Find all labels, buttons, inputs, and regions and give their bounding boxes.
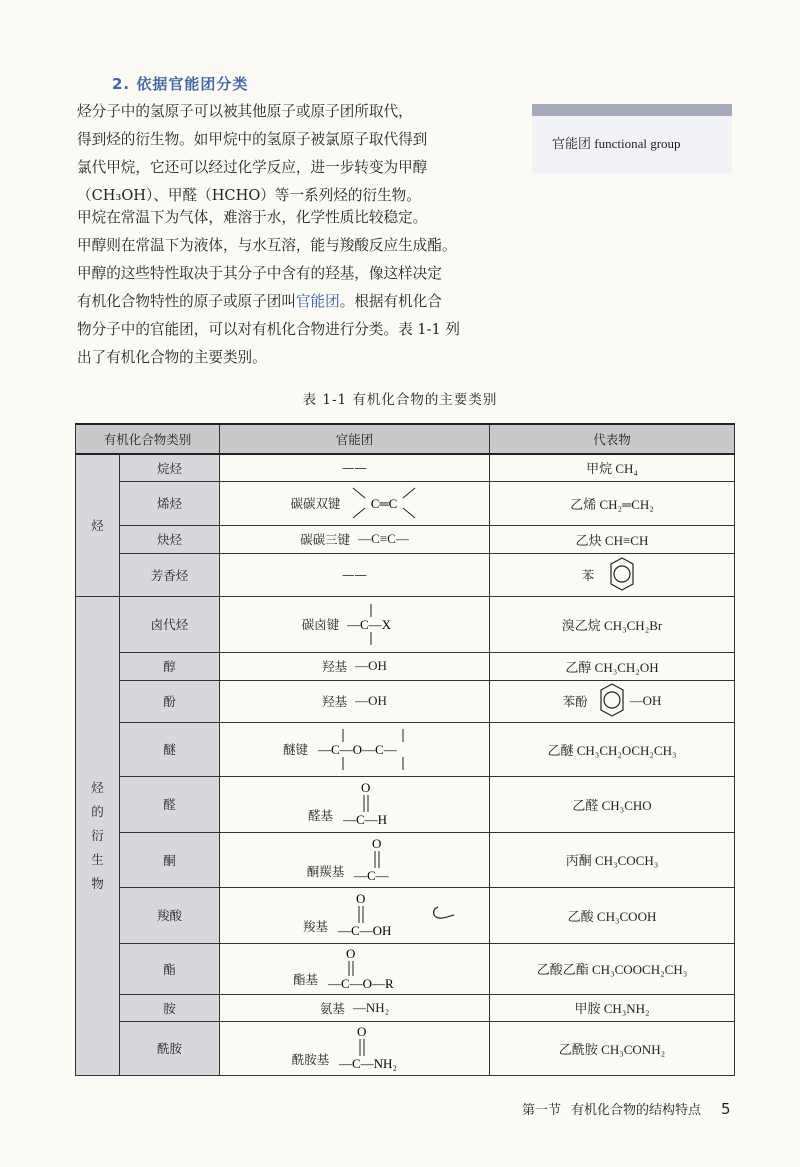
section-heading: 2. 依据官能团分类 bbox=[112, 75, 249, 93]
representative-cell: 乙炔 CH≡CH bbox=[490, 525, 735, 553]
representative-cell: 丙酮 CH₃COCH₃ bbox=[490, 832, 735, 887]
table-row bbox=[76, 776, 735, 832]
functional-group-name: 碳碳三键 bbox=[300, 532, 351, 547]
functional-group-cell bbox=[220, 596, 490, 652]
table-row bbox=[76, 454, 735, 481]
paragraph-2-text: 。根据有机化合 bbox=[339, 293, 442, 310]
header-functional-group: 官能团 bbox=[220, 424, 490, 454]
group-label-char: 的 bbox=[91, 803, 104, 819]
amide-group-structure bbox=[337, 1024, 417, 1072]
oxygen-atom-label: O bbox=[346, 945, 356, 961]
table-row bbox=[76, 943, 735, 994]
paragraph-2-line bbox=[77, 288, 519, 316]
representative-cell: 甲烷 CH₄ bbox=[490, 454, 735, 481]
table-row bbox=[76, 481, 735, 525]
functional-group-name: 酮羰基 bbox=[306, 863, 345, 879]
representative-name: 苯 bbox=[581, 567, 595, 583]
paragraph-1-line: 氯代甲烷，它还可以经过化学反应，进一步转变为甲醇 bbox=[77, 159, 428, 176]
functional-group-name: 羟基 bbox=[322, 694, 348, 709]
functional-group-name: 氨基 bbox=[319, 1000, 345, 1016]
table-row bbox=[76, 887, 735, 943]
ketone-group-structure bbox=[352, 836, 402, 884]
table-row bbox=[76, 596, 735, 652]
functional-group-formula: —OH bbox=[355, 693, 387, 708]
representative-cell: 乙酰胺 CH₃CONH₂ bbox=[490, 1021, 735, 1075]
paragraph-1-line: 烃分子中的氢原子可以被其他原子或原子团所取代， bbox=[77, 103, 413, 120]
functional-group-name: 醛基 bbox=[308, 808, 334, 823]
benzene-ring-icon bbox=[602, 556, 642, 594]
functional-group-cell bbox=[220, 525, 490, 553]
margin-note-text: 官能团 functional group bbox=[552, 136, 681, 151]
subcategory-cell: 醚 bbox=[120, 722, 220, 776]
oxygen-atom-label: O bbox=[356, 891, 366, 906]
margin-note-bar bbox=[532, 104, 732, 116]
table-row bbox=[76, 832, 735, 887]
group-label-char: 烃 bbox=[91, 779, 104, 795]
functional-group-term: 官能团 bbox=[295, 293, 340, 310]
table-row bbox=[76, 652, 735, 680]
oxygen-atom-label: O bbox=[372, 835, 382, 851]
representative-cell: 乙醚 CH₃CH₂OCH₂CH₃ bbox=[490, 722, 735, 776]
group-label-char: 生 bbox=[91, 851, 104, 867]
functional-group-name: 酰胺基 bbox=[291, 1052, 330, 1067]
double-bond-label: C═C bbox=[370, 496, 397, 511]
ketone-group-label: —C— bbox=[354, 867, 389, 883]
double-bond-structure bbox=[349, 484, 419, 522]
paragraph-2-line: 甲醇的这些特性取决于其分子中含有的羟基，像这样决定 bbox=[77, 265, 442, 282]
header-category: 有机化合物类别 bbox=[76, 424, 220, 454]
functional-group-name: 羧基 bbox=[303, 919, 329, 934]
table-row bbox=[76, 680, 735, 722]
subcategory-cell: 酯 bbox=[120, 943, 220, 994]
page-number: 5 bbox=[721, 1099, 731, 1118]
representative-cell: 乙醛 CH₃CHO bbox=[490, 776, 735, 832]
functional-group-cell bbox=[220, 1021, 490, 1075]
functional-group-name: 羟基 bbox=[322, 659, 348, 674]
subcategory-cell: 芳香烃 bbox=[120, 553, 220, 596]
oxygen-atom-label: O bbox=[361, 780, 371, 795]
header-representative: 代表物 bbox=[490, 424, 735, 454]
paragraph-1 bbox=[77, 98, 519, 210]
subcategory-cell: 炔烃 bbox=[120, 525, 220, 553]
representative-cell bbox=[490, 680, 735, 722]
group-label-hydrocarbon: 烃 bbox=[76, 454, 120, 596]
functional-group-name: 碳卤键 bbox=[301, 617, 340, 632]
functional-group-cell bbox=[220, 652, 490, 680]
page-footer bbox=[522, 1099, 731, 1118]
functional-group-cell bbox=[220, 776, 490, 832]
paragraph-1-line: 得到烃的衍生物。如甲烷中的氢原子被氯原子取代得到 bbox=[77, 131, 428, 148]
table-row bbox=[76, 722, 735, 776]
group-label-derivative bbox=[76, 596, 120, 1075]
paragraph-2-text: 有机化合物特性的原子或原子团叫 bbox=[77, 293, 296, 310]
table-row bbox=[76, 994, 735, 1021]
carboxyl-group-label: —C—OH bbox=[338, 923, 392, 938]
ester-group-label: —C—O—R bbox=[328, 975, 394, 991]
oxygen-atom-label: O bbox=[357, 1024, 367, 1039]
group-label-char: 物 bbox=[91, 875, 104, 891]
functional-group-cell bbox=[220, 722, 490, 776]
subcategory-cell: 烯烃 bbox=[120, 481, 220, 525]
table-row bbox=[76, 525, 735, 553]
carboxyl-group-structure bbox=[336, 891, 406, 939]
subcategory-cell: 酮 bbox=[120, 832, 220, 887]
functional-group-cell bbox=[220, 680, 490, 722]
aldehyde-group-label: —C—H bbox=[343, 812, 388, 827]
functional-group-formula: —OH bbox=[355, 658, 387, 673]
representative-formula: —OH bbox=[629, 693, 662, 708]
functional-group-name: 醚键 bbox=[283, 742, 309, 757]
representative-name: 苯酚 bbox=[562, 694, 588, 709]
functional-group-cell bbox=[220, 832, 490, 887]
functional-group-formula: —NH₂ bbox=[352, 999, 390, 1015]
subcategory-cell: 羧酸 bbox=[120, 887, 220, 943]
pen-mark-scribble bbox=[430, 901, 458, 923]
subcategory-cell: 酰胺 bbox=[120, 1021, 220, 1075]
representative-cell: 乙酸乙酯 CH₃COOCH₂CH₃ bbox=[490, 943, 735, 994]
paragraph-2-line: 甲醇则在常温下为液体，与水互溶，能与羧酸反应生成酯。 bbox=[77, 237, 457, 254]
margin-glossary-note bbox=[532, 104, 732, 174]
representative-cell: 乙醇 CH₃CH₂OH bbox=[490, 652, 735, 680]
functional-group-cell bbox=[220, 994, 490, 1021]
functional-group-cell: —— bbox=[220, 454, 490, 481]
carbon-halogen-label: —C—X bbox=[347, 617, 392, 632]
paragraph-2-line: 物分子中的官能团，可以对有机化合物进行分类。表 1-1 列 bbox=[77, 321, 461, 338]
footer-section: 第一节 bbox=[522, 1103, 562, 1118]
functional-group-name: 碳碳双键 bbox=[290, 496, 341, 511]
paragraph-2-line: 甲烷在常温下为气体，难溶于水，化学性质比较稳定。 bbox=[77, 209, 428, 226]
subcategory-cell: 胺 bbox=[120, 994, 220, 1021]
footer-title: 有机化合物的结构特点 bbox=[571, 1103, 702, 1118]
paragraph-2-line: 出了有机化合物的主要类别。 bbox=[77, 349, 267, 366]
ether-bond-structure bbox=[316, 725, 426, 773]
ester-group-structure bbox=[326, 946, 416, 992]
subcategory-cell: 酚 bbox=[120, 680, 220, 722]
subcategory-cell: 卤代烃 bbox=[120, 596, 220, 652]
representative-cell: 乙烯 CH₂═CH₂ bbox=[490, 481, 735, 525]
representative-cell: 乙酸 CH₃COOH bbox=[490, 887, 735, 943]
paragraph-1-line: （CH₃OH）、甲醛（HCHO）等一系列烃的衍生物。 bbox=[77, 187, 421, 204]
functional-group-cell bbox=[220, 481, 490, 525]
paragraph-2 bbox=[77, 204, 519, 372]
functional-group-cell bbox=[220, 943, 490, 994]
group-label-char: 衍 bbox=[91, 827, 104, 843]
functional-group-name: 酯基 bbox=[293, 971, 319, 987]
functional-group-formula: —C≡C— bbox=[358, 531, 409, 546]
representative-cell bbox=[490, 553, 735, 596]
representative-cell: 溴乙烷 CH₃CH₂Br bbox=[490, 596, 735, 652]
table-caption: 表 1-1 有机化合物的主要类别 bbox=[302, 392, 498, 408]
amide-group-label: —C—NH₂ bbox=[339, 1056, 398, 1071]
table-row bbox=[76, 553, 735, 596]
representative-cell: 甲胺 CH₃NH₂ bbox=[490, 994, 735, 1021]
aldehyde-group-structure bbox=[341, 780, 401, 828]
subcategory-cell: 烷烃 bbox=[120, 454, 220, 481]
carbon-halogen-structure bbox=[347, 600, 407, 648]
phenol-ring-icon bbox=[592, 683, 632, 719]
subcategory-cell: 醛 bbox=[120, 776, 220, 832]
functional-group-cell: —— bbox=[220, 553, 490, 596]
subcategory-cell: 醇 bbox=[120, 652, 220, 680]
table-row bbox=[76, 1021, 735, 1075]
organic-compound-table bbox=[75, 423, 735, 1076]
ether-bond-label: —C—O—C— bbox=[318, 742, 397, 757]
